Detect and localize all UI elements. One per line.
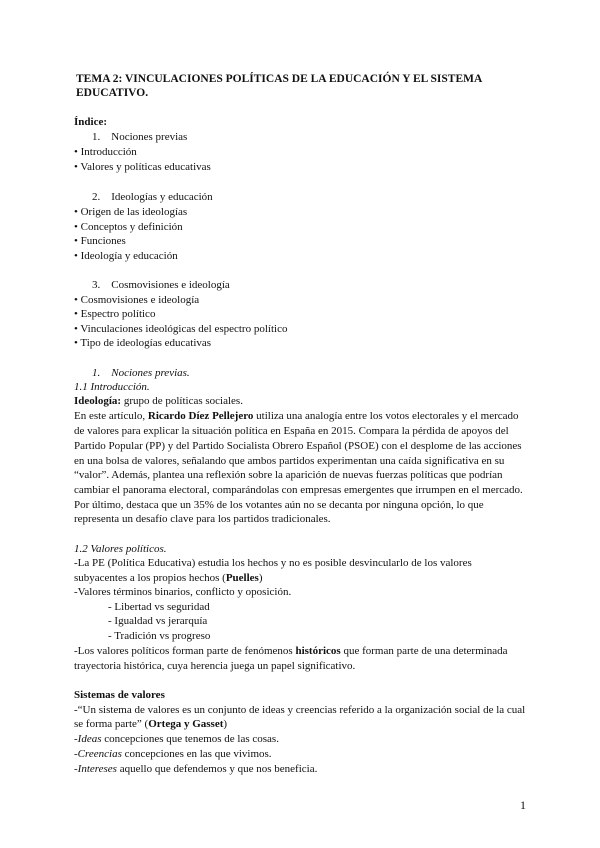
index-section-3: 3. Cosmovisiones e ideología: [92, 279, 230, 291]
value-pair: - Libertad vs seguridad: [108, 601, 210, 613]
paragraph-line: subyacentes a los propios hechos (Puelles): [74, 572, 263, 584]
index-item: • Vinculaciones ideológicas del espectro político: [74, 323, 288, 335]
paragraph-line: Por último, destaca que un 35% de los votantes aún no se decanta por ninguna opción, lo que: [74, 499, 484, 511]
document-title-line-2: EDUCATIVO.: [76, 87, 149, 99]
index-item: • Cosmovisiones e ideología: [74, 294, 200, 306]
index-item: • Introducción: [74, 146, 137, 158]
index-heading: Índice:: [74, 116, 107, 128]
value-pair: - Igualdad vs jerarquía: [108, 615, 208, 627]
document-title-line-1: TEMA 2: VINCULACIONES POLÍTICAS DE LA EDUCACIÓN Y EL SISTEMA: [76, 73, 483, 85]
section-1-heading: 1. Nociones previas.: [92, 367, 190, 379]
index-item: • Origen de las ideologías: [74, 206, 188, 218]
page-number: 1: [520, 798, 526, 812]
paragraph-line: En este artículo, Ricardo Díez Pellejero utiliza una analogía entre los votos electorales y el mercado: [74, 410, 519, 422]
paragraph-line: representa un desafío clave para los partidos tradicionales.: [74, 513, 331, 525]
paragraph-line: de valores para explicar la situación política en España en 2015. Compara la pérdida de apoyos del: [74, 425, 509, 437]
definition-item: -Ideas concepciones que tenemos de las cosas.: [74, 733, 279, 745]
systems-heading: Sistemas de valores: [74, 689, 165, 701]
paragraph-line: -Los valores políticos forman parte de fenómenos históricos que forman parte de una determinada: [74, 645, 508, 657]
subsection-1-1-heading: 1.1 Introducción.: [74, 381, 150, 393]
index-item: • Tipo de ideologías educativas: [74, 337, 212, 349]
paragraph-line: “valor”. Además, plantea una reflexión sobre la aparición de nuevas fuerzas políticas que podrían: [74, 469, 503, 481]
index-item: • Ideología y educación: [74, 250, 178, 262]
index-item: • Espectro político: [74, 308, 156, 320]
quote-line: se forma parte” (Ortega y Gasset): [74, 718, 228, 730]
paragraph-line: trayectoria histórica, cuya herencia juega un papel significativo.: [74, 660, 356, 672]
subsection-1-2-heading: 1.2 Valores políticos.: [74, 543, 167, 555]
paragraph-line: cambiar el panorama electoral, comparándolas con empresas emergentes que irrumpen en el mercado.: [74, 484, 523, 496]
index-section-2: 2. Ideologías y educación: [92, 191, 213, 203]
author-name: Ricardo Díez Pellejero: [147, 410, 254, 422]
index-item: • Valores y políticas educativas: [74, 161, 211, 173]
index-section-1: 1. Nociones previas: [92, 131, 188, 143]
value-pair: - Tradición vs progreso: [108, 630, 211, 642]
index-item: • Funciones: [74, 235, 126, 247]
paragraph-line: en una bolsa de valores, señalando que ambos partidos experimentan una caída significativa en su: [74, 455, 505, 467]
ideologia-definition: Ideología: grupo de políticas sociales.: [74, 395, 243, 407]
index-item: • Conceptos y definición: [74, 221, 183, 233]
paragraph-line: Partido Popular (PP) y del Partido Socialista Obrero Español (PSOE) con el desplome de las acciones: [74, 440, 522, 452]
definition-item: -Intereses aquello que defendemos y que nos beneficia.: [74, 763, 318, 775]
paragraph-line: -Valores términos binarios, conflicto y oposición.: [74, 586, 292, 598]
definition-item: -Creencias concepciones en las que vivimos.: [74, 748, 272, 760]
paragraph-line: -La PE (Política Educativa) estudia los hechos y no es posible desvincularlo de los valores: [74, 557, 472, 569]
quote-line: -“Un sistema de valores es un conjunto de ideas y creencias referido a la organización social de la cual: [74, 704, 526, 716]
